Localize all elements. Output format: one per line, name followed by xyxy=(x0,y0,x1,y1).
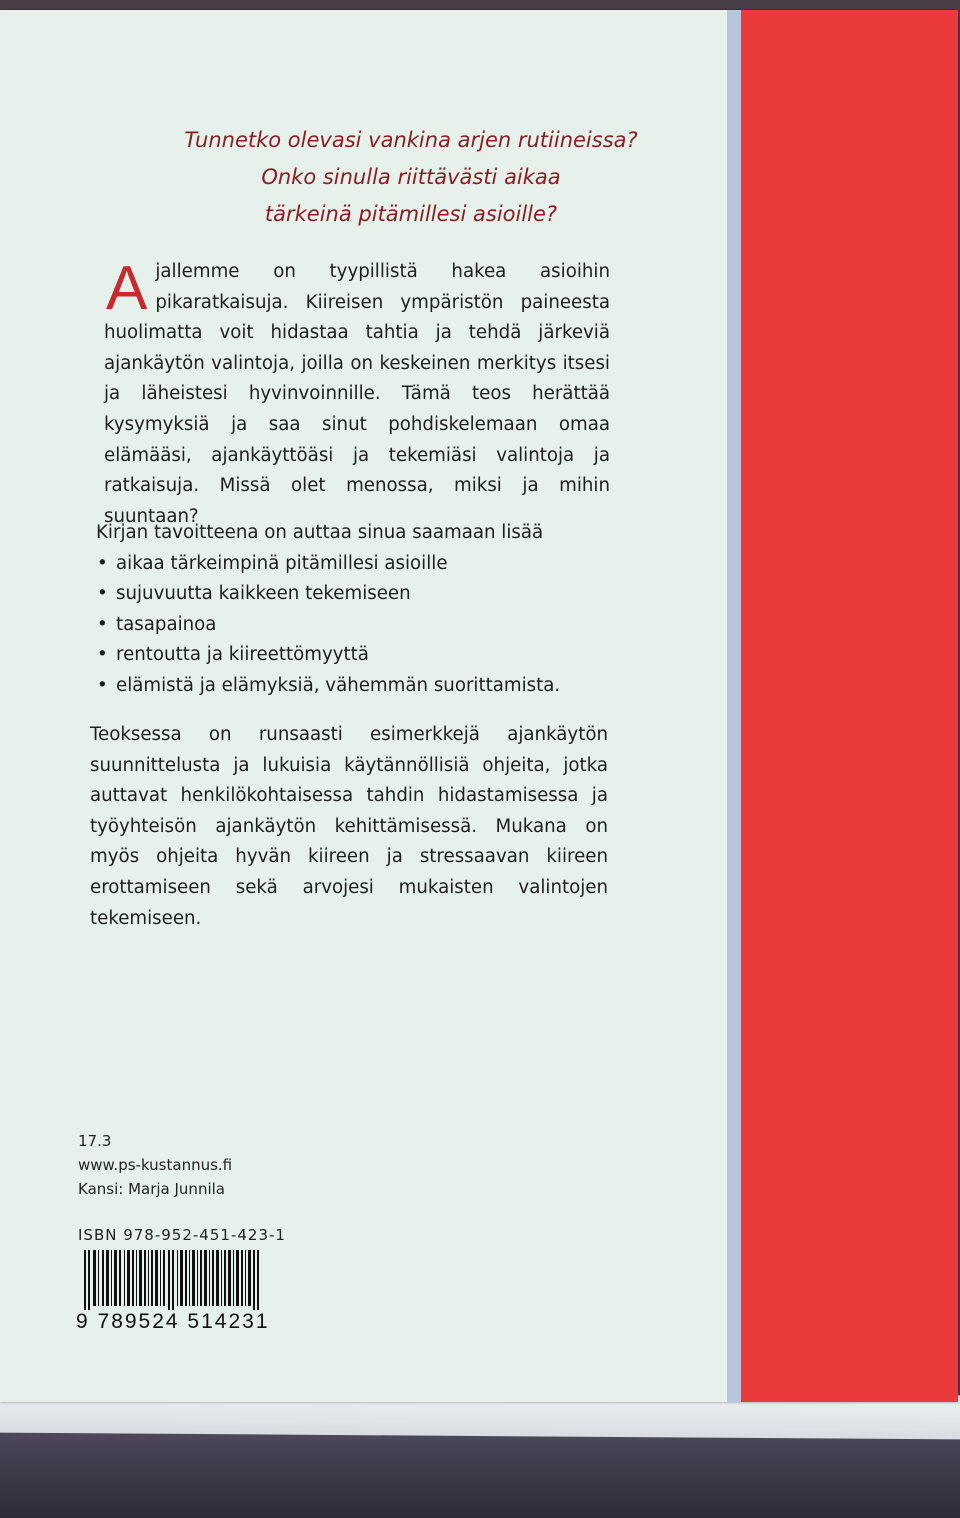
drop-cap: A xyxy=(106,254,148,323)
book-back-cover xyxy=(0,10,958,1402)
cover-credit: Kansi: Marja Junnila xyxy=(78,1180,225,1198)
goals-lead: Kirjan tavoitteena on auttaa sinua saamaan lisää xyxy=(96,522,544,543)
barcode-digits: 9 789524 514231 xyxy=(76,1310,270,1333)
goal-item: • elämistä ja elämyksiä, vähemmän suorittamista. xyxy=(96,671,616,702)
barcode-bars xyxy=(76,1250,286,1310)
classification: 17.3 xyxy=(78,1132,112,1150)
goal-item: • sujuvuutta kaikkeen tekemiseen xyxy=(96,579,616,610)
spine-blue-stripe xyxy=(727,10,741,1402)
closing-paragraph: Teoksessa on runsaasti esimerkkejä ajankäytön suunnittelusta ja lukuisia käytännöllisiä ohjeita, jotka auttavat henkilökohtaisessa tahdin hidastamisessa ja työyhteisön ajankäytön kehittämisessä. Mukana on myös ohjeita hyvän kiireen ja stressaavan kiireen erottamiseen sekä arvojesi mukaisten valintojen tekemiseen. xyxy=(90,724,608,929)
publisher-meta xyxy=(78,1129,232,1201)
goals-section xyxy=(96,518,616,702)
intro-paragraph xyxy=(104,254,610,532)
goal-item: • rentoutta ja kiireettömyyttä xyxy=(96,640,616,671)
tagline-line-1: Tunnetko olevasi vankina arjen rutiineissa? xyxy=(184,128,638,152)
tagline xyxy=(96,122,726,233)
tagline-line-2: Onko sinulla riittävästi aikaa xyxy=(261,165,561,189)
goals-list xyxy=(96,549,616,702)
tagline-line-3: tärkeinä pitämillesi asioille? xyxy=(264,202,558,226)
publisher-website: www.ps-kustannus.fi xyxy=(78,1156,233,1174)
isbn-label: ISBN 978-952-451-423-1 xyxy=(78,1226,286,1244)
spine-red-band xyxy=(741,10,958,1402)
goal-item: • aikaa tärkeimpinä pitämillesi asioille xyxy=(96,549,616,580)
goal-item: • tasapainoa xyxy=(96,610,616,641)
intro-text: jallemme on tyypillistä hakea asioihin pikaratkaisuja. Kiireisen ympäristön paineesta huolimatta voit hidastaa tahtia ja tehdä järkeviä ajankäytön valintoja, joilla on keskeinen merkitys itsesi ja läheistesi hyvinvoinnille. Tämä teos herättää kysymyksiä ja saa sinut pohdiskelemaan omaa elämääsi, ajankäyttöäsi ja tekemiäsi valintoja ja ratkaisuja. Missä olet menossa, miksi ja mihin suuntaan? xyxy=(104,261,610,527)
